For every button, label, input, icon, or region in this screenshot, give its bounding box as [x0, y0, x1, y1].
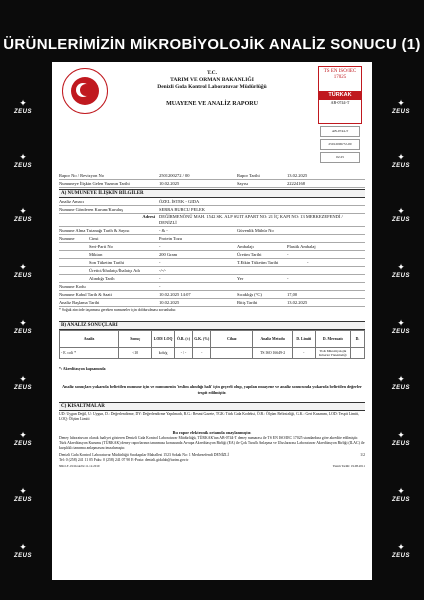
zeus-watermark: ✦ ZEUS [13, 430, 32, 447]
zeus-watermark: ✦ ZEUS [391, 98, 410, 115]
cold-chain-note: * Soğuk zincirde taşınması gereken numuneler için doldurulması zorunludur. [59, 308, 177, 312]
reference-codes [320, 126, 360, 165]
accreditation-statement: Deney laboratuvarı olarak faaliyet gösteren Denizli Gıda Kontrol Laboratuvar Müdürlüğü, TÜRKAK'tan AB-0744-T deney numarası ile TS EN ISO/IEC 17025 standardına göre akredite edilmiştir. [59, 436, 359, 440]
results-header-row: Analiz Sonuç LOD/ LOQ Ö.B. (±) G.K. (%) Cihaz Analiz Metodu D. Limiti D. Mevzuatı D. [60, 331, 365, 348]
turkak-accreditation-logo [318, 66, 362, 124]
turkak-agreement: Türk Akreditasyon Kurumu (TÜRKAK) deney raporlarının tanınması konusunda Avrupa Akreditasyon Birliği (EA) ile Çok Taraflı Anlaşma ve Uluslararası Laboratuvar Akreditasyon Birliği (ILAC) ile karşılıklı tanınma anlaşmasını imzalamıştır. [59, 441, 365, 450]
report-document [52, 62, 372, 580]
disclaimer-text: Analiz sonuçları yukarıda belirtilen numune için ve numunenin 'teslim alındığı hali' için geçerli olup, yapılan muayene ve analiz sonucunda yukarıda belirtilen değerler tespit edilmiştir. [62, 384, 362, 395]
section-b-title: B) ANALİZ SONUÇLARI [59, 321, 365, 330]
arrival-row: Numuneye İlişkin Gelen Yazının Tarihi 10.02.2025 Sayısı 22224168 [59, 180, 365, 188]
lab-address: Denizli Gıda Kontrol Laboratuvar Müdürlüğü Sırakapılar Mahallesi 1523 Sokak No: 1 Merkezefendi DENİZLİ [59, 453, 229, 457]
table-row: - E. coli * <10 kob/g - / - - TS ISO 16649-2 - TGK Mikrobiyolojik Kriterler Yönetmeliği [60, 348, 365, 359]
report-no-row: Rapor No / Revizyon No 2501200272 / 00 Rapor Tarihi 13.02.2025 [59, 172, 365, 180]
report-header [52, 62, 372, 170]
zeus-watermark: ✦ ZEUS [13, 374, 32, 391]
results-table [59, 330, 365, 359]
zeus-watermark: ✦ ZEUS [391, 262, 410, 279]
ministry-logo-icon [62, 68, 108, 114]
header-ministry: TARIM VE ORMAN BAKANLIĞI [170, 77, 254, 83]
zeus-watermark: ✦ ZEUS [13, 542, 32, 559]
zeus-watermark: ✦ ZEUS [13, 206, 32, 223]
zeus-watermark: ✦ ZEUS [13, 98, 32, 115]
page-banner: ÜRÜNLERİMİZİN MİKROBİYOLOJİK ANALİZ SONUCU (1) [3, 36, 421, 53]
header-text [112, 70, 312, 108]
section-c-title: C) KISALTMALAR [59, 402, 365, 411]
lab-contact: Tel: 0 (258) 241 11 05 Faks: 0 (258) 241 07 90 E-Posta: denizli.gidalab@tarim.gov.tr [59, 458, 189, 462]
zeus-watermark: ✦ ZEUS [391, 374, 410, 391]
zeus-watermark: ✦ ZEUS [391, 318, 410, 335]
report-title: MUAYENE VE ANALİZ RAPORU [166, 101, 258, 107]
zeus-watermark: ✦ ZEUS [391, 486, 410, 503]
zeus-watermark: ✦ ZEUS [391, 542, 410, 559]
page-number: 1/2 [360, 453, 365, 457]
turkak-name: TÜRKAK [319, 91, 361, 100]
turkak-lab-no: AB-0744-T [330, 100, 350, 105]
header-lab: Denizli Gıda Kontrol Laboratuvar Müdürlüğü [157, 84, 267, 90]
zeus-watermark: ✦ ZEUS [391, 152, 410, 169]
zeus-watermark: ✦ ZEUS [13, 486, 32, 503]
report-content: Rapor No / Revizyon No 2501200272 / 00 Rapor Tarihi 13.02.2025 Numuneye İlişkin Gelen Yazının Tarihi 10.02.2025 Sayısı 22224168 A) NUMUNEYE İLİŞKİN BİLGİLER Analiz Amacı ÖZEL İSTEK - GIDA Numune Gönderen Kurum/Kuruluş SERRA BURCU PELEK Adresi DEĞİRMENÖNÜ MAH. 1542 SK. ALP SUIT APART NO: 21 İÇ KAPI NO: 13 MERKEZEFENDİ / DENİZLİ Numune Alma Tutanağı Tarih & Sayısı - & - Güvenlik Mühür No Numune Cinsi Protein Tozu Seri-Parti No - Ambalajı Plastik Ambalaj Miktarı 200 Gram Üretim Tarihi - Son Tüketim Tarihi - T.Etkin Tüketim Tarihi - Üretici/İthalatçı/İhalatçı Adı -/-/- Alındığı Tarih - Yer - Numune Kodu - Numune Kabul Tarih & Saati 10.02.2025 14:07 Sıcaklığı (°C) 17,00 Analiz Başlama Tarihi 10.02.2025 Bitiş Tarihi 13.02.2025 * Soğuk zincirde taşınması gereken numuneler için doldurulması zorunludur. B) ANALİZ SONUÇLARI Analiz Sonuç LOD/ LOQ Ö.B. (±) G.K. (%) Cihaz Analiz Metodu D. Limiti D. Mevzuatı D. - E. coli * <10 kob/g - / - - TS ISO 16649-2 - TGK Mikrobiyolojik Kriterler Yönetmeliği *: Akreditasyon kapsamında Analiz sonuçları yukarıda belirtilen numune için ve numunenin 'teslim alındığı hali' için geçerli olup, yapılan muayene ve analiz sonucunda yukarıda belirtilen değerler tespit edilmiştir. C) KISALTMALAR UD: Uygun Değil, U: Uygun, D.: Değerlendirme, DY: Değerlendirme Yapılmadı, R.G.: Resmi Gazete, TGK: Türk Gıda Kodeksi, Ö.B.: Ölçüm Belirsizliği, G.K.: Geri Kazanım, LOD: Tespit Limiti, LOQ: Ölçüm Limiti Bu rapor elektronik ortamda onaylanmıştır. Deney laboratuvarı olarak faaliyet gösteren Denizli Gıda Kontrol Laboratuvar Müdürlüğü, TÜRKAK'tan AB-0744-T deney numarası ile TS EN ISO/IEC 17025 standardına göre akredite edilmiştir. Türk Akreditasyon Kurumu (TÜRKAK) deney raporlarının tanınması konusunda Avrupa Akreditasyon Birliği (EA) ile Çok Taraflı Anlaşma ve Uluslararası Laboratuvar Akreditasyon Birliği (ILAC) ile karşılıklı tanınma anlaşmasını imzalamıştır. Denizli Gıda Kontrol Laboratuvar Müdürlüğü Sırakapılar Mahallesi 1523 Sokak No: 1 Merkezefendi DENİZLİ 1/2 Tel: 0 (258) 241 11 05 Faks: 0 (258) 241 07 90 E-Posta: denizli.gidalab@tarim.gov.tr NRO-F-19/Ocak/02.11.12.2019 Yazım Tarihi: 19.08.2011 [59, 173, 365, 468]
zeus-watermark: ✦ ZEUS [391, 430, 410, 447]
ref-code-3: 02.25 [320, 152, 360, 163]
zeus-watermark: ✦ ZEUS [13, 262, 32, 279]
ref-code-1: AB-0744-T [320, 126, 360, 137]
zeus-watermark: ✦ ZEUS [391, 206, 410, 223]
section-a-title: A) NUMUNEYE İLİŞKİN BİLGİLER [59, 189, 365, 198]
abbreviations-text: UD: Uygun Değil, U: Uygun, D.: Değerlendirme, DY: Değerlendirme Yapılmadı, R.G.: Resmi Gazete, TGK: Türk Gıda Kodeksi, Ö.B.: Ölçüm Belirsizliği, G.K.: Geri Kazanım, LOD: Tespit Limiti, LOQ: Ölçüm Limiti [59, 412, 360, 421]
header-tc: T.C. [207, 70, 217, 76]
zeus-watermark: ✦ ZEUS [13, 152, 32, 169]
turkak-standard: TS EN ISO/IEC 17025 [319, 67, 361, 91]
form-code: NRO-F-19/Ocak/02.11.12.2019 [59, 464, 100, 468]
ref-code-2: 25012000/72-00 [320, 139, 360, 150]
zeus-watermark: ✦ ZEUS [13, 318, 32, 335]
accreditation-note: *: Akreditasyon kapsamında [59, 367, 106, 371]
electronic-approval: Bu rapor elektronik ortamda onaylanmıştır. [172, 430, 252, 435]
print-date: Yazım Tarihi: 19.08.2011 [332, 464, 365, 468]
